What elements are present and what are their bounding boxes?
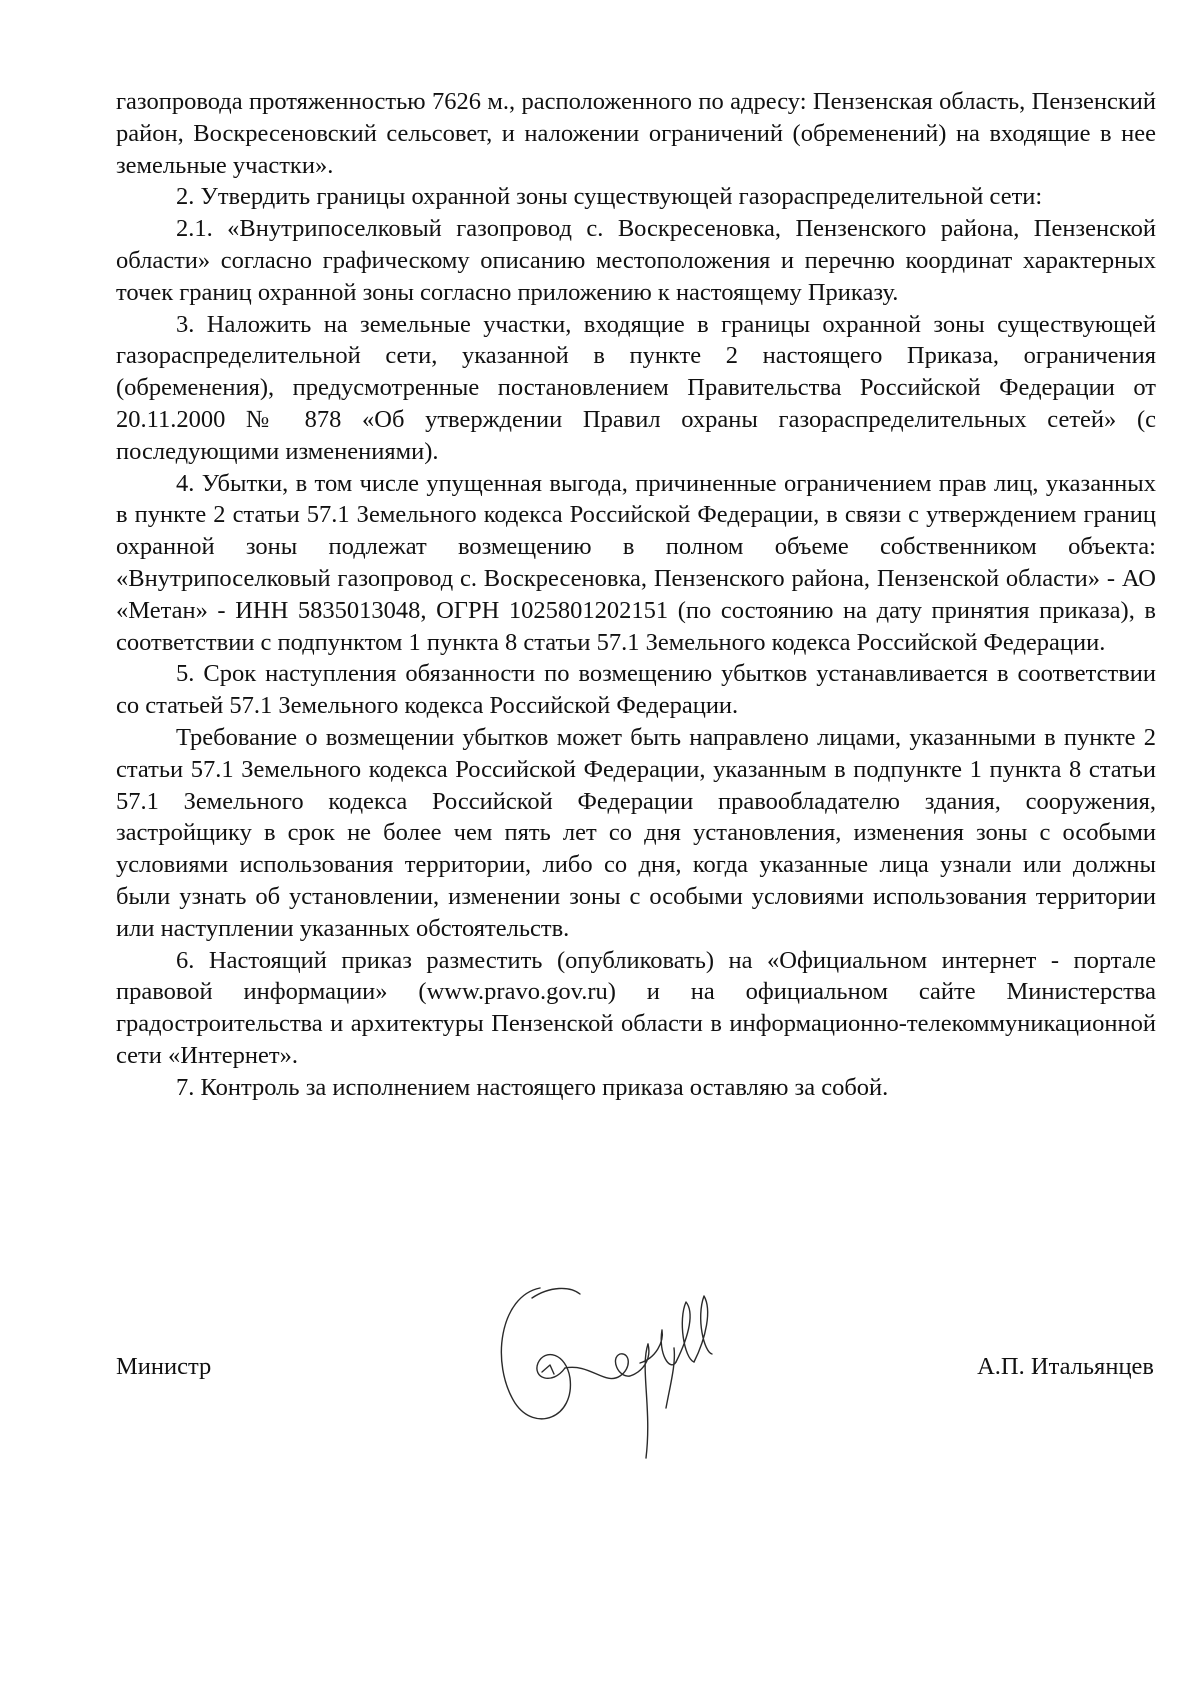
signatory-name: А.П. Итальянцев (977, 1353, 1154, 1380)
document-body (116, 86, 1156, 1104)
paragraph-item-3: 3. Наложить на земельные участки, входящие в границы охранной зоны существующей газораспределительной сети, указанной в пункте 2 настоящего Приказа, ограничения (обременения), предусмотренные постановлением Правительства Российской Федерации от 20.11.2000 № 878 «Об утверждении Правил охраны газораспределительных сетей» (с последующими изменениями). (116, 310, 1156, 465)
paragraph-item-6: 6. Настоящий приказ разместить (опубликовать) на «Официальном интернет - портале правовой информации» (www.pravo.gov.ru) и на официальном сайте Министерства градостроительства и архитектуры Пензенской области в информационно-телекоммуникационной сети «Интернет». (116, 946, 1156, 1069)
paragraph-item-4: 4. Убытки, в том числе упущенная выгода, причиненные ограничением прав лиц, указанных в пункте 2 статьи 57.1 Земельного кодекса Российской Федерации, в связи с утверждением границ охранной зоны подлежат возмещению в полном объеме собственником объекта: «Внутрипоселковый газопровод с. Воскресеновка, Пензенского района, Пензенской области» - АО «Метан» - ИНН 5835013048, ОГРН 1025801202151 (по состоянию на дату принятия приказа), в соответствии с подпунктом 1 пункта 8 статьи 57.1 Земельного кодекса Российской Федерации. (116, 469, 1156, 656)
signatory-title: Министр (116, 1353, 212, 1380)
handwritten-signature (480, 1268, 770, 1463)
paragraph-continuation: газопровода протяженностью 7626 м., расположенного по адресу: Пензенская область, Пензенский район, Воскресеновский сельсовет, и наложении ограничений (обременений) на входящие в нее земельные участки». (116, 88, 1156, 179)
paragraph-item-2-1: 2.1. «Внутрипоселковый газопровод с. Воскресеновка, Пензенского района, Пензенской области» согласно графическому описанию местоположения и перечню координат характерных точек границ охранной зоны согласно приложению к настоящему Приказу. (116, 215, 1156, 306)
paragraph-item-2: 2. Утвердить границы охранной зоны существующей газораспределительной сети: (176, 183, 1043, 211)
paragraph-item-5: 5. Срок наступления обязанности по возмещению убытков устанавливается в соответствии со статьей 57.1 Земельного кодекса Российской Федерации. (116, 660, 1156, 720)
paragraph-damages-claim: Требование о возмещении убытков может быть направлено лицами, указанными в пункте 2 статьи 57.1 Земельного кодекса Российской Федерации, указанным в подпункте 1 пункта 8 статьи 57.1 Земельного кодекса Российской Федерации правообладателю здания, сооружения, застройщику в срок не более чем пять лет со дня установления, изменения зоны с особыми условиями использования территории, либо со дня, когда указанные лица узнали или должны были узнать об установлении, изменении зоны с особыми условиями использования территории или наступлении указанных обстоятельств. (116, 723, 1156, 942)
paragraph-item-7: 7. Контроль за исполнением настоящего приказа оставляю за собой. (176, 1073, 889, 1101)
